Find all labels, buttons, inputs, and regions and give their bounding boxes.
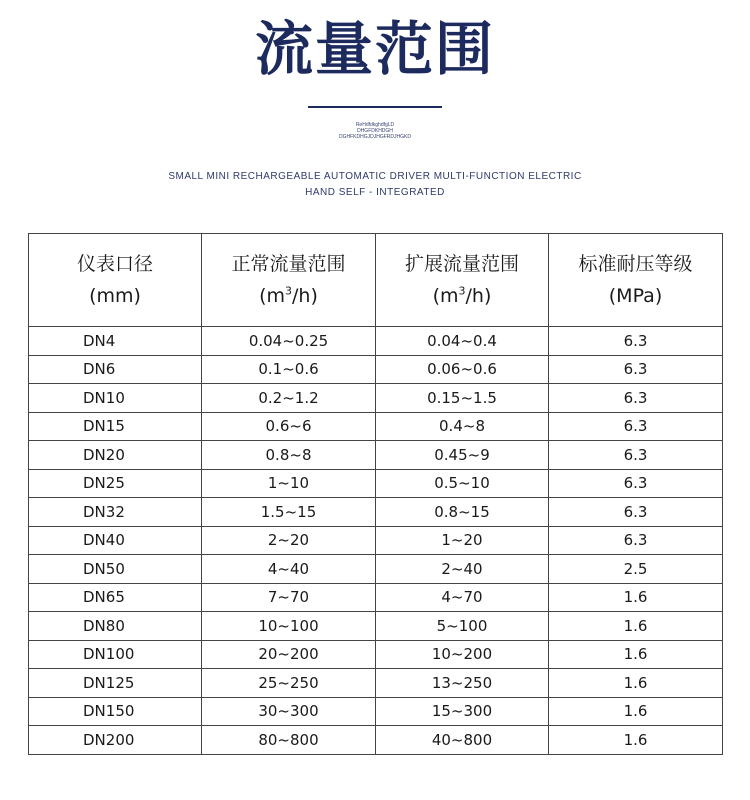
cell-diameter: DN6 xyxy=(29,355,202,384)
cell-pressure: 6.3 xyxy=(549,384,723,413)
table-row xyxy=(29,583,723,612)
cell-diameter: DN40 xyxy=(29,526,202,555)
cell-normal-flow: 0.2~1.2 xyxy=(202,384,376,413)
table-row xyxy=(29,726,723,755)
header-extended-flow-label: 扩展流量范围 xyxy=(404,253,519,275)
cell-diameter: DN125 xyxy=(29,669,202,698)
unit-prefix: (m xyxy=(259,285,286,307)
cell-diameter: DN15 xyxy=(29,412,202,441)
table-row xyxy=(29,697,723,726)
cell-diameter: DN65 xyxy=(29,583,202,612)
cell-normal-flow: 2~20 xyxy=(202,526,376,555)
subtitle-line-1: SMALL MINI RECHARGEABLE AUTOMATIC DRIVER MULTI-FUNCTION ELECTRIC xyxy=(168,171,582,182)
cell-extended-flow: 10~200 xyxy=(376,640,549,669)
cell-extended-flow: 4~70 xyxy=(376,583,549,612)
cell-diameter: DN25 xyxy=(29,469,202,498)
cell-extended-flow: 13~250 xyxy=(376,669,549,698)
cell-diameter: DN80 xyxy=(29,612,202,641)
cell-pressure: 6.3 xyxy=(549,412,723,441)
cell-diameter: DN200 xyxy=(29,726,202,755)
cell-diameter: DN4 xyxy=(29,327,202,356)
cell-normal-flow: 0.04~0.25 xyxy=(202,327,376,356)
cell-pressure: 6.3 xyxy=(549,441,723,470)
table-header-row xyxy=(29,234,723,327)
cell-diameter: DN10 xyxy=(29,384,202,413)
cell-normal-flow: 0.1~0.6 xyxy=(202,355,376,384)
unit-prefix: (m xyxy=(432,285,459,307)
cell-normal-flow: 20~200 xyxy=(202,640,376,669)
cell-pressure: 1.6 xyxy=(549,612,723,641)
table-row xyxy=(29,441,723,470)
cell-diameter: DN50 xyxy=(29,555,202,584)
table-row xyxy=(29,355,723,384)
cell-normal-flow: 1~10 xyxy=(202,469,376,498)
cell-pressure: 6.3 xyxy=(549,526,723,555)
cell-normal-flow: 7~70 xyxy=(202,583,376,612)
header-extended-flow-unit xyxy=(376,280,548,312)
header-extended-flow-range xyxy=(376,234,549,327)
cell-extended-flow: 0.4~8 xyxy=(376,412,549,441)
tiny-caption-line-3: DGHFKDHGJDJHGFRDJHGKD xyxy=(339,134,411,140)
cell-extended-flow: 40~800 xyxy=(376,726,549,755)
cell-extended-flow: 0.06~0.6 xyxy=(376,355,549,384)
cell-normal-flow: 25~250 xyxy=(202,669,376,698)
table-row xyxy=(29,469,723,498)
header-normal-flow-label: 正常流量范围 xyxy=(231,253,346,275)
cell-pressure: 6.3 xyxy=(549,469,723,498)
header-pressure-rating-label: 标准耐压等级 xyxy=(578,253,693,275)
table-row xyxy=(29,555,723,584)
header-meter-diameter-label: 仪表口径 xyxy=(76,253,153,275)
header-normal-flow-range xyxy=(202,234,376,327)
header-normal-flow-unit xyxy=(202,280,375,312)
cell-pressure: 1.6 xyxy=(549,697,723,726)
cell-normal-flow: 1.5~15 xyxy=(202,498,376,527)
cell-pressure: 1.6 xyxy=(549,726,723,755)
cell-normal-flow: 0.6~6 xyxy=(202,412,376,441)
cell-extended-flow: 0.8~15 xyxy=(376,498,549,527)
page-title: 流量范围 xyxy=(254,15,495,83)
cell-normal-flow: 0.8~8 xyxy=(202,441,376,470)
table-row xyxy=(29,612,723,641)
cell-extended-flow: 0.5~10 xyxy=(376,469,549,498)
flow-range-table xyxy=(28,233,723,755)
cell-normal-flow: 80~800 xyxy=(202,726,376,755)
cell-extended-flow: 15~300 xyxy=(376,697,549,726)
table-row xyxy=(29,384,723,413)
cell-pressure: 6.3 xyxy=(549,327,723,356)
cell-pressure: 1.6 xyxy=(549,583,723,612)
title-divider xyxy=(308,106,442,108)
cell-diameter: DN150 xyxy=(29,697,202,726)
unit-superscript: 3 xyxy=(285,284,293,298)
cell-pressure: 6.3 xyxy=(549,355,723,384)
table-body xyxy=(29,327,723,755)
cell-diameter: DN32 xyxy=(29,498,202,527)
unit-superscript: 3 xyxy=(458,284,466,298)
header-meter-diameter xyxy=(29,234,202,327)
cell-normal-flow: 4~40 xyxy=(202,555,376,584)
cell-extended-flow: 5~100 xyxy=(376,612,549,641)
table-row xyxy=(29,526,723,555)
unit-suffix: /h) xyxy=(292,285,318,307)
tiny-caption-line-2: DHGFDKHDGH xyxy=(357,128,393,134)
cell-pressure: 6.3 xyxy=(549,498,723,527)
cell-extended-flow: 0.04~0.4 xyxy=(376,327,549,356)
header-pressure-rating-unit: (MPa) xyxy=(608,285,663,307)
cell-normal-flow: 30~300 xyxy=(202,697,376,726)
cell-extended-flow: 0.15~1.5 xyxy=(376,384,549,413)
subtitle-line-2: HAND SELF - INTEGRATED xyxy=(305,187,445,198)
table-row xyxy=(29,412,723,441)
header-meter-diameter-unit: (mm) xyxy=(89,285,141,307)
cell-pressure: 1.6 xyxy=(549,669,723,698)
cell-extended-flow: 1~20 xyxy=(376,526,549,555)
tiny-caption-line-1: ReHdfdkghdfgLD xyxy=(355,122,395,128)
cell-diameter: DN20 xyxy=(29,441,202,470)
unit-suffix: /h) xyxy=(465,285,492,307)
cell-pressure: 2.5 xyxy=(549,555,723,584)
cell-pressure: 1.6 xyxy=(549,640,723,669)
table-row xyxy=(29,498,723,527)
cell-extended-flow: 2~40 xyxy=(376,555,549,584)
header-pressure-rating xyxy=(549,234,723,327)
table-row xyxy=(29,640,723,669)
cell-extended-flow: 0.45~9 xyxy=(376,441,549,470)
cell-diameter: DN100 xyxy=(29,640,202,669)
table-row xyxy=(29,327,723,356)
cell-normal-flow: 10~100 xyxy=(202,612,376,641)
table-row xyxy=(29,669,723,698)
